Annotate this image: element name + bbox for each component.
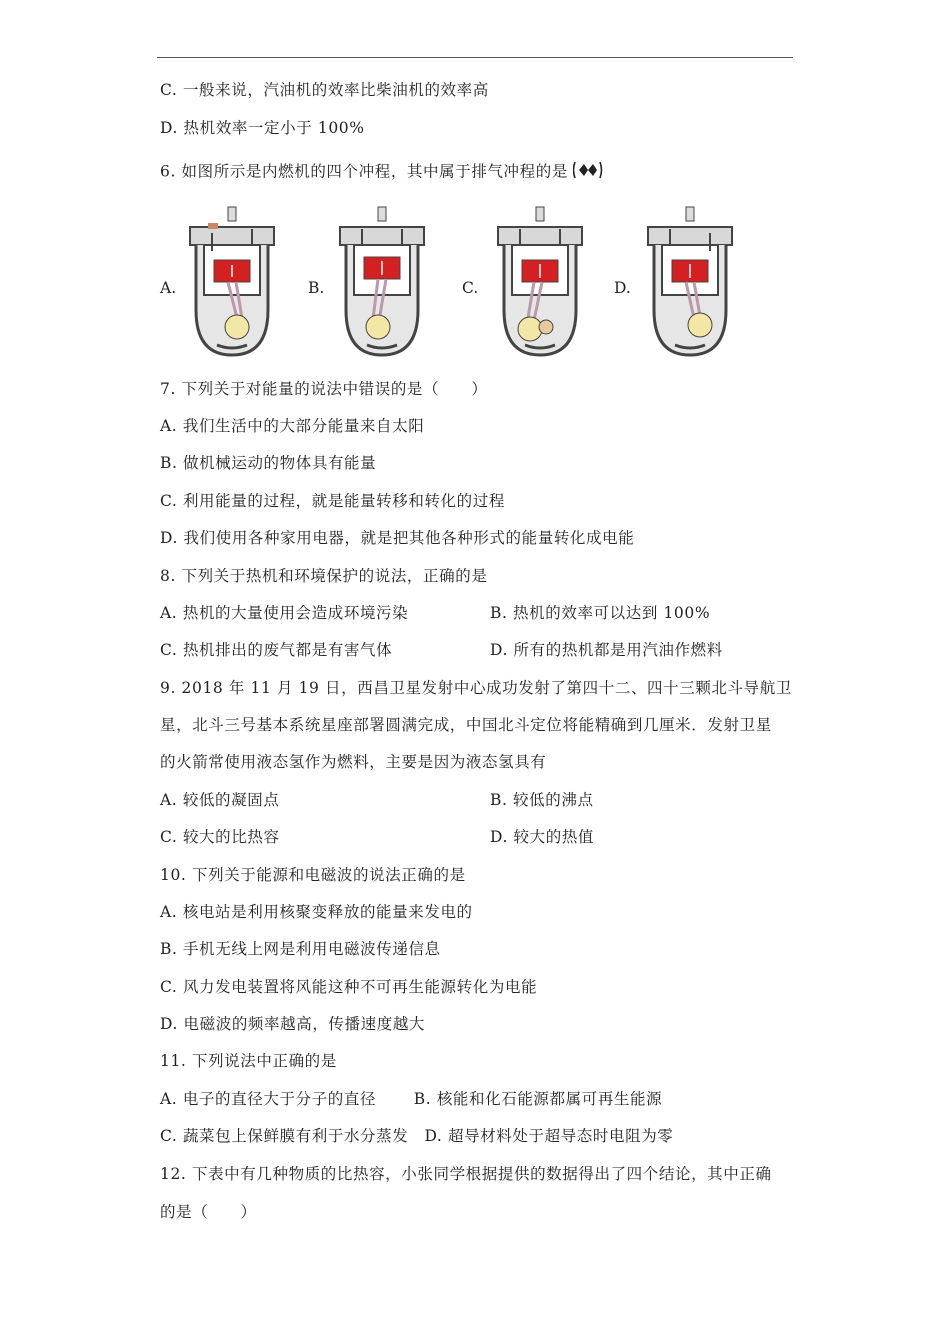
q7-option-c: C. 利用能量的过程，就是能量转移和转化的过程 <box>160 492 505 510</box>
figure-label-a: A. <box>160 279 177 297</box>
header-rule <box>157 57 793 58</box>
q8-option-c: C. 热机排出的废气都是有害气体 <box>160 641 393 659</box>
engine-strokes-figure <box>0 205 950 365</box>
q10-option-c: C. 风力发电装置将风能这种不可再生能源转化为电能 <box>160 978 538 996</box>
figure-label-c: C. <box>462 279 479 297</box>
q9-option-d: D. 较大的热值 <box>490 828 595 846</box>
q8-option-a: A. 热机的大量使用会造成环境污染 <box>160 604 409 622</box>
garbled-glyph-icon <box>573 160 603 185</box>
q7-option-d: D. 我们使用各种家用电器，就是把其他各种形式的能量转化成电能 <box>160 529 635 547</box>
q5-option-c: C. 一般来说，汽油机的效率比柴油机的效率高 <box>160 81 489 99</box>
q8-option-d: D. 所有的热机都是用汽油作燃料 <box>490 641 723 659</box>
engine-diagram-d <box>640 205 740 360</box>
q10-option-d: D. 电磁波的频率越高，传播速度越大 <box>160 1015 426 1033</box>
q6-text: 6. 如图所示是内燃机的四个冲程，其中属于排气冲程的是 <box>160 162 568 181</box>
q9-stem-line1: 9. 2018 年 11 月 19 日，西昌卫星发射中心成功发射了第四十二、四十三颗北斗导航卫 <box>160 679 792 697</box>
q10-option-b: B. 手机无线上网是利用电磁波传递信息 <box>160 940 441 958</box>
q5-option-d: D. 热机效率一定小于 100% <box>160 119 365 137</box>
q6-stem <box>160 160 603 185</box>
q9-option-c: C. 较大的比热容 <box>160 828 280 846</box>
q7-stem: 7. 下列关于对能量的说法中错误的是（ ） <box>160 380 488 398</box>
q8-stem: 8. 下列关于热机和环境保护的说法，正确的是 <box>160 567 488 585</box>
q9-stem-line3: 的火箭常使用液态氢作为燃料，主要是因为液态氢具有 <box>160 753 547 771</box>
engine-diagram-a <box>182 205 282 360</box>
q10-stem: 10. 下列关于能源和电磁波的说法正确的是 <box>160 866 466 884</box>
figure-label-d: D. <box>614 279 631 297</box>
q12-stem-line1: 12. 下表中有几种物质的比热容，小张同学根据提供的数据得出了四个结论，其中正确 <box>160 1165 772 1183</box>
q9-stem-line2: 星，北斗三号基本系统星座部署圆满完成，中国北斗定位将能精确到几厘米．发射卫星 <box>160 716 772 734</box>
q7-option-b: B. 做机械运动的物体具有能量 <box>160 454 377 472</box>
q7-option-a: A. 我们生活中的大部分能量来自太阳 <box>160 417 425 435</box>
engine-diagram-b <box>332 205 432 360</box>
figure-label-b: B. <box>308 279 325 297</box>
q8-option-b: B. 热机的效率可以达到 100% <box>490 604 711 622</box>
q11-options-ab: A. 电子的直径大于分子的直径 B. 核能和化石能源都属可再生能源 <box>160 1090 663 1108</box>
q10-option-a: A. 核电站是利用核聚变释放的能量来发电的 <box>160 903 473 921</box>
q11-options-cd: C. 蔬菜包上保鲜膜有利于水分蒸发 D. 超导材料处于超导态时电阻为零 <box>160 1127 674 1145</box>
q9-option-a: A. 较低的凝固点 <box>160 791 280 809</box>
engine-diagram-c <box>490 205 590 360</box>
q12-stem-line2: 的是（ ） <box>160 1203 257 1221</box>
q11-stem: 11. 下列说法中正确的是 <box>160 1052 337 1070</box>
q9-option-b: B. 较低的沸点 <box>490 791 594 809</box>
